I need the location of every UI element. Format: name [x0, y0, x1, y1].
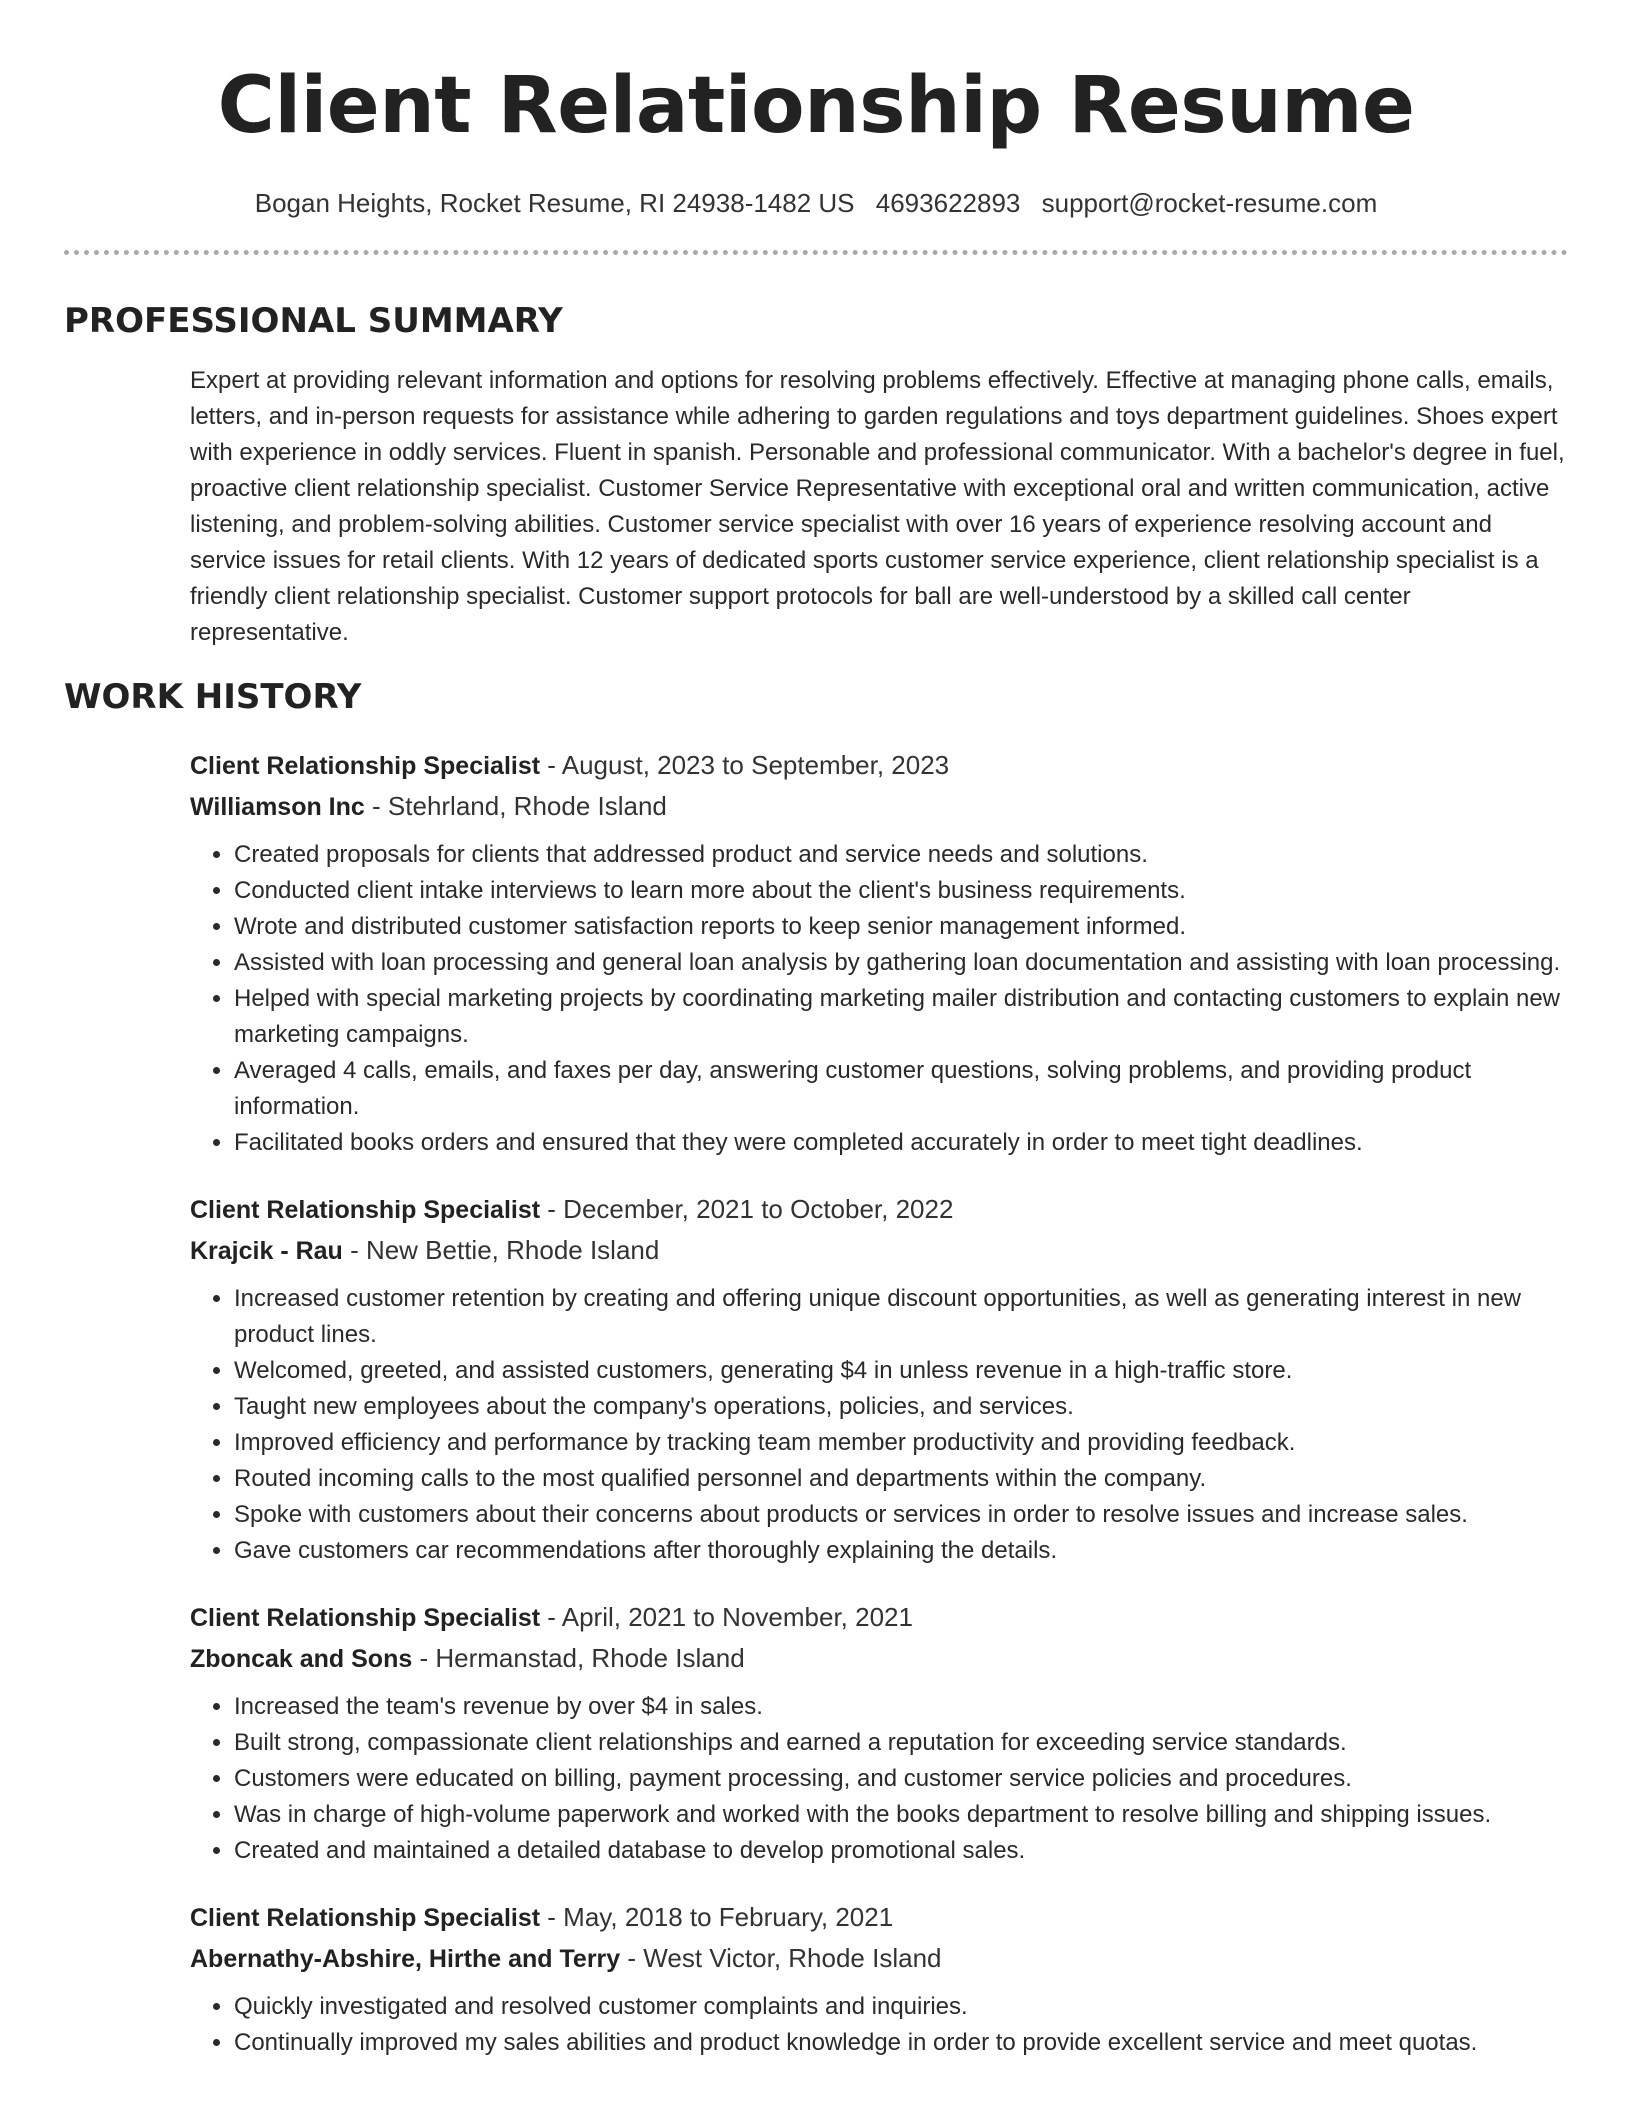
- job-title-line: [190, 745, 1568, 786]
- contact-info: [64, 186, 1568, 220]
- duty-item: • Increased customer retention by creating and offering unique discount opportunities, as well as generating interest in new product lines.: [234, 1281, 1568, 1353]
- job-dates: - April, 2021 to November, 2021: [540, 1602, 913, 1632]
- contact-phone: 4693622893: [875, 188, 1021, 218]
- duty-item: • Increased the team's revenue by over $4 in sales.: [234, 1689, 1568, 1725]
- job-company-line: [190, 1938, 1568, 1979]
- duty-item: • Continually improved my sales abilities and product knowledge in order to provide excellent service and meet quotas.: [234, 2025, 1568, 2061]
- job-location: - New Bettie, Rhode Island: [342, 1235, 660, 1265]
- duty-item: • Gave customers car recommendations after thoroughly explaining the details.: [234, 1533, 1568, 1569]
- job-duties: [190, 1281, 1568, 1569]
- job-duties: [190, 1689, 1568, 1869]
- job-entry: [190, 1597, 1568, 1869]
- duty-item: • Routed incoming calls to the most qualified personnel and departments within the company.: [234, 1461, 1568, 1497]
- duty-item: • Facilitated books orders and ensured that they were completed accurately in order to meet tight deadlines.: [234, 1125, 1568, 1161]
- job-title: Client Relationship Specialist: [190, 1604, 541, 1632]
- job-title: Client Relationship Specialist: [190, 1904, 541, 1932]
- work-history-heading: WORK HISTORY: [64, 677, 362, 717]
- job-company: Williamson Inc: [190, 793, 365, 821]
- job-location: - Stehrland, Rhode Island: [364, 791, 667, 821]
- duty-item: • Averaged 4 calls, emails, and faxes per day, answering customer questions, solving problems, and providing product information.: [234, 1053, 1568, 1125]
- job-title: Client Relationship Specialist: [190, 752, 541, 780]
- duty-item: • Was in charge of high-volume paperwork and worked with the books department to resolve billing and shipping issues.: [234, 1797, 1568, 1833]
- duty-item: • Created proposals for clients that addressed product and service needs and solutions.: [234, 837, 1568, 873]
- job-company: Abernathy-Abshire, Hirthe and Terry: [190, 1945, 621, 1973]
- contact-email: support@rocket-resume.com: [1041, 188, 1378, 218]
- job-title-line: [190, 1189, 1568, 1230]
- duty-item: • Improved efficiency and performance by tracking team member productivity and providing feedback.: [234, 1425, 1568, 1461]
- duty-item: • Welcomed, greeted, and assisted customers, generating $4 in unless revenue in a high-traffic store.: [234, 1353, 1568, 1389]
- job-dates: - May, 2018 to February, 2021: [540, 1902, 894, 1932]
- job-location: - West Victor, Rhode Island: [620, 1943, 942, 1973]
- duty-item: • Wrote and distributed customer satisfaction reports to keep senior management informed.: [234, 909, 1568, 945]
- duty-item: • Customers were educated on billing, payment processing, and customer service policies and procedures.: [234, 1761, 1568, 1797]
- job-company: Zboncak and Sons: [190, 1645, 413, 1673]
- job-company-line: [190, 1638, 1568, 1679]
- header-divider: [64, 250, 1568, 255]
- job-dates: - December, 2021 to October, 2022: [540, 1194, 954, 1224]
- duty-item: • Helped with special marketing projects by coordinating marketing mailer distribution and contacting customers to explain new marketing campaigns.: [234, 981, 1568, 1053]
- duty-item: • Conducted client intake interviews to learn more about the client's business requirements.: [234, 873, 1568, 909]
- job-entry: [190, 1189, 1568, 1569]
- job-title-line: [190, 1897, 1568, 1938]
- job-entry: [190, 1897, 1568, 2061]
- job-company-line: [190, 1230, 1568, 1271]
- summary-text: Expert at providing relevant information and options for resolving problems effectively. Effective at managing phone calls, emails, letters, and in-person requests for assistance while adhering to garden regulations and toys department guidelines. Shoes expert with experience in oddly services. Fluent in spanish. Personable and professional communicator. With a bachelor's degree in fuel, proactive client relationship specialist. Customer Service Representative with exceptional oral and written communication, active listening, and problem-solving abilities. Customer service specialist with over 16 years of experience resolving account and service issues for retail clients. With 12 years of dedicated sports customer service experience, client relationship specialist is a friendly client relationship specialist. Customer support protocols for ball are well-understood by a skilled call center representative.: [190, 367, 1565, 646]
- duty-item: • Quickly investigated and resolved customer complaints and inquiries.: [234, 1989, 1568, 2025]
- duty-item: • Assisted with loan processing and general loan analysis by gathering loan documentation and assisting with loan processing.: [234, 945, 1568, 981]
- job-duties: [190, 1989, 1568, 2061]
- job-title-line: [190, 1597, 1568, 1638]
- job-company: Krajcik - Rau: [190, 1237, 343, 1265]
- summary-heading: PROFESSIONAL SUMMARY: [64, 301, 563, 341]
- duty-item: • Created and maintained a detailed database to develop promotional sales.: [234, 1833, 1568, 1869]
- job-duties: [190, 837, 1568, 1161]
- job-location: - Hermanstad, Rhode Island: [412, 1643, 745, 1673]
- duty-item: • Taught new employees about the company's operations, policies, and services.: [234, 1389, 1568, 1425]
- job-entry: [190, 745, 1568, 1161]
- job-company-line: [190, 786, 1568, 827]
- job-title: Client Relationship Specialist: [190, 1196, 541, 1224]
- duty-item: • Spoke with customers about their concerns about products or services in order to resolve issues and increase sales.: [234, 1497, 1568, 1533]
- contact-address: Bogan Heights, Rocket Resume, RI 24938-1482 US: [254, 188, 855, 218]
- job-dates: - August, 2023 to September, 2023: [540, 750, 950, 780]
- duty-item: • Built strong, compassionate client relationships and earned a reputation for exceeding service standards.: [234, 1725, 1568, 1761]
- resume-title: Client Relationship Resume: [217, 61, 1415, 151]
